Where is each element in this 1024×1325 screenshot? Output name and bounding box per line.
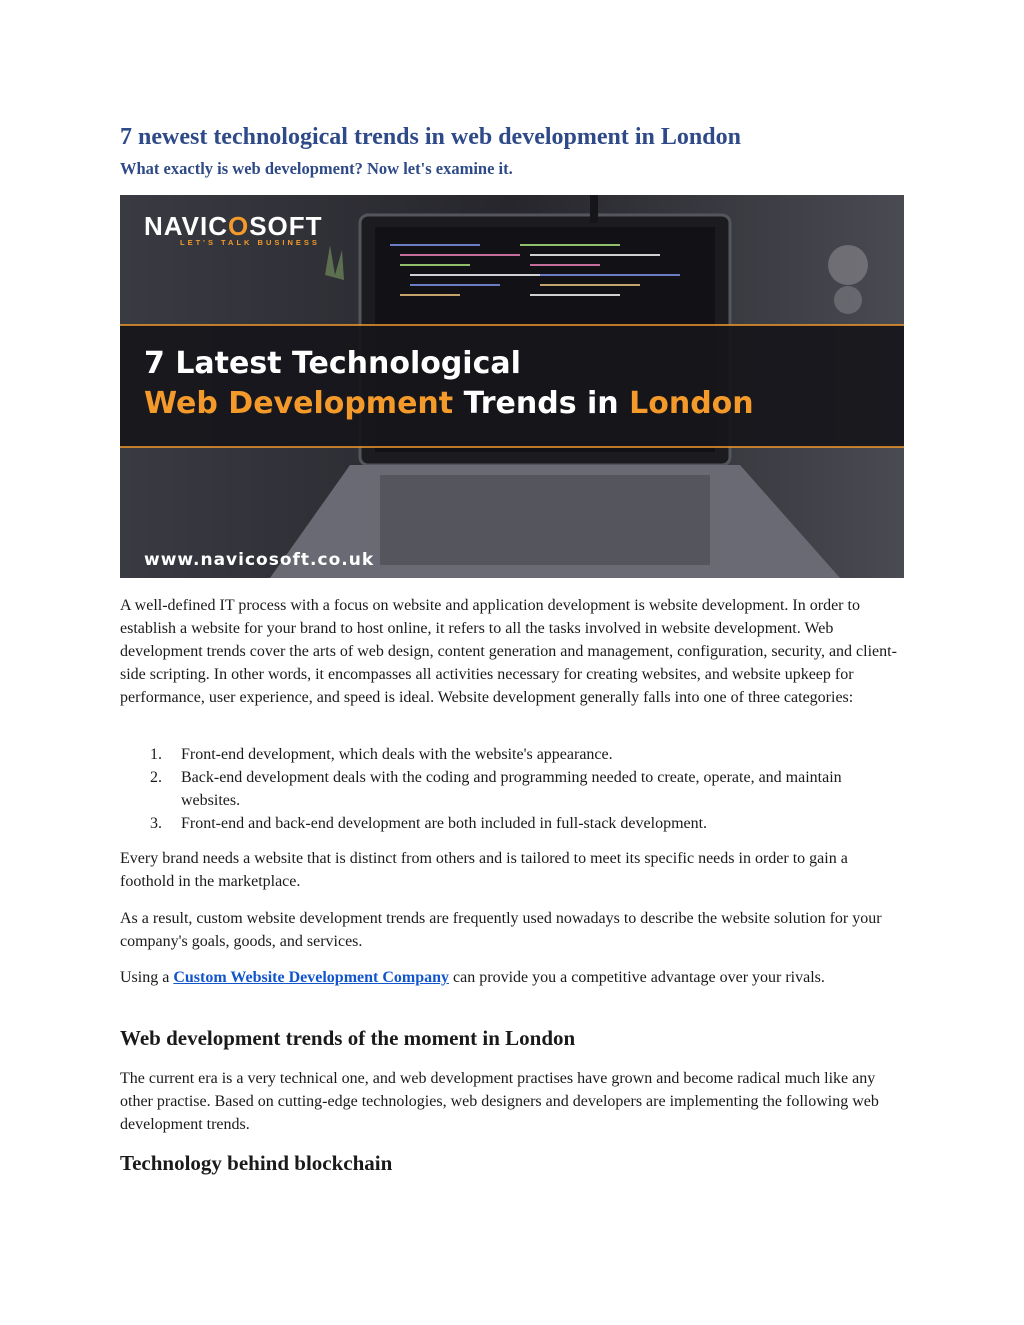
list-item-text: Front-end and back-end development are both included in full-stack development. [181, 815, 708, 832]
page-subtitle: What exactly is web development? Now let's examine it. [120, 159, 513, 178]
lamp-pole [590, 195, 598, 223]
list-number: 3. [150, 815, 162, 832]
intro-paragraph: A well-defined IT process with a focus on website and application development is website development. In order to establish a website for your brand to host online, it refers to all the tasks involved in website development. Web development trends cover the arts of web design, content generation and management, configuration, security, and client-side scripting. In other words, it encompasses all activities necessary for creating websites, and website upkeep for performance, user experience, and speed is ideal. Website development generally falls into one of three categories: [120, 597, 897, 706]
list-number: 1. [150, 746, 162, 763]
svg-text:NAVICOSOFT: NAVICOSOFT [144, 211, 323, 241]
banner-image [120, 195, 904, 578]
banner-headline-line1: 7 Latest Technological [144, 346, 521, 381]
categories-list [120, 743, 904, 835]
list-item [120, 812, 904, 835]
banner-headline-line2: Web Development Trends in London [144, 386, 754, 421]
page-title: 7 newest technological trends in web development in London [120, 124, 741, 150]
custom-website-development-link[interactable]: Custom Website Development Company [173, 969, 450, 986]
result-paragraph: As a result, custom website development trends are frequently used nowadays to describe the website solution for your company's goals, goods, and services. [120, 910, 882, 950]
era-paragraph: The current era is a very technical one, and web development practises have grown and become radical much like any other practise. Based on cutting-edge technologies, web designers and developers are implementing the following web development trends. [120, 1070, 879, 1133]
brand-paragraph: Every brand needs a website that is distinct from others and is tailored to meet its specific needs in order to gain a foothold in the marketplace. [120, 850, 848, 890]
list-number: 2. [150, 769, 162, 786]
banner-url: www.navicosoft.co.uk [144, 550, 375, 570]
list-item [120, 766, 904, 812]
list-item-text: Back-end development deals with the coding and programming needed to create, operate, and maintain websites. [181, 769, 842, 809]
list-item-text: Front-end development, which deals with the website's appearance. [181, 746, 613, 763]
list-item [120, 743, 904, 766]
logo-tagline: LET'S TALK BUSINESS [180, 238, 320, 247]
decor-object-icon [828, 245, 868, 285]
section-heading-trends: Web development trends of the moment in London [120, 1026, 576, 1050]
section-heading-blockchain: Technology behind blockchain [120, 1151, 393, 1175]
using-paragraph: Using a Custom Website Development Company can provide you a competitive advantage over your rivals. [120, 969, 825, 986]
decor-object-icon [834, 286, 862, 314]
